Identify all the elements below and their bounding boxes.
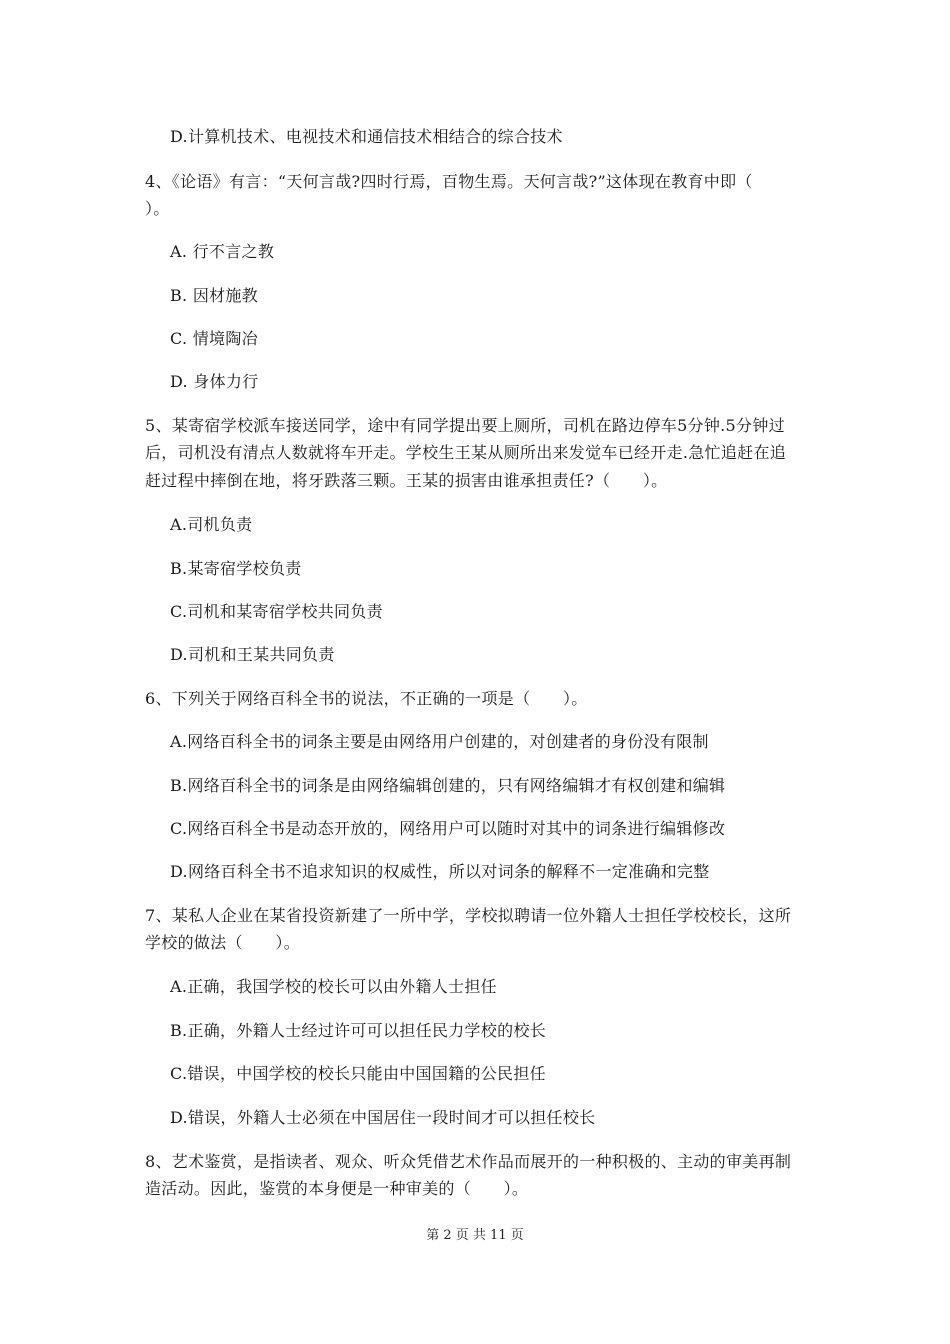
option-a: A.司机负责	[170, 515, 253, 534]
prev-option-d: D.计算机技术、电视技术和通信技术相结合的综合技术	[170, 127, 563, 146]
option-a: A.网络百科全书的词条主要是由网络用户创建的，对创建者的身份没有限制	[170, 732, 709, 751]
option-b: B.某寄宿学校负责	[170, 559, 302, 578]
option-c: C. 情境陶冶	[170, 329, 258, 348]
option-a: A. 行不言之教	[170, 242, 275, 261]
option-d: D.错误，外籍人士必须在中国居住一段时间才可以担任校长	[170, 1108, 596, 1127]
page-footer: 第 2 页 共 11 页	[426, 1228, 524, 1243]
option-d: D.网络百科全书不追求知识的权威性，所以对词条的解释不一定准确和完整	[170, 862, 710, 881]
option-c: C.司机和某寄宿学校共同负责	[170, 602, 383, 621]
option-b: B.网络百科全书的词条是由网络编辑创建的，只有网络编辑才有权创建和编辑	[170, 776, 726, 795]
question-stem: 4、《论语》有言：“天何言哉?四时行焉，百物生焉。天何言哉?”这体现在教育中即（	[145, 172, 753, 191]
question-stem: 7、某私人企业在某省投资新建了一所中学，学校拟聘请一位外籍人士担任学校校长，这所	[145, 906, 792, 925]
question-stem: ）。	[145, 199, 170, 218]
question-stem: 5、某寄宿学校派车接送同学，途中有同学提出要上厕所，司机在路边停车5分钟.5分钟过	[145, 416, 785, 435]
question-stem: 造活动。因此，鉴赏的本身便是一种审美的（ ）。	[145, 1179, 529, 1198]
option-d: D. 身体力行	[170, 372, 259, 391]
option-a: A.正确，我国学校的校长可以由外籍人士担任	[170, 977, 497, 996]
option-b: B.正确，外籍人士经过许可可以担任民力学校的校长	[170, 1021, 547, 1040]
option-c: C.网络百科全书是动态开放的，网络用户可以随时对其中的词条进行编辑修改	[170, 819, 726, 838]
question-stem: 8、艺术鉴赏，是指读者、观众、听众凭借艺术作品而展开的一种积极的、主动的审美再制	[145, 1152, 792, 1171]
question-stem: 赶过程中摔倒在地，将牙跌落三颗。王某的损害由谁承担责任?（ ）。	[145, 471, 668, 490]
question-stem: 学校的做法（ ）。	[145, 933, 301, 952]
question-stem: 6、下列关于网络百科全书的说法，不正确的一项是（ ）。	[145, 689, 588, 708]
question-stem: 后，司机没有清点人数就将车开走。学校生王某从厕所出来发觉车已经开走.急忙追赶在追	[145, 443, 787, 462]
option-b: B. 因材施教	[170, 286, 259, 305]
option-d: D.司机和王某共同负责	[170, 645, 335, 664]
option-c: C.错误，中国学校的校长只能由中国国籍的公民担任	[170, 1064, 546, 1083]
